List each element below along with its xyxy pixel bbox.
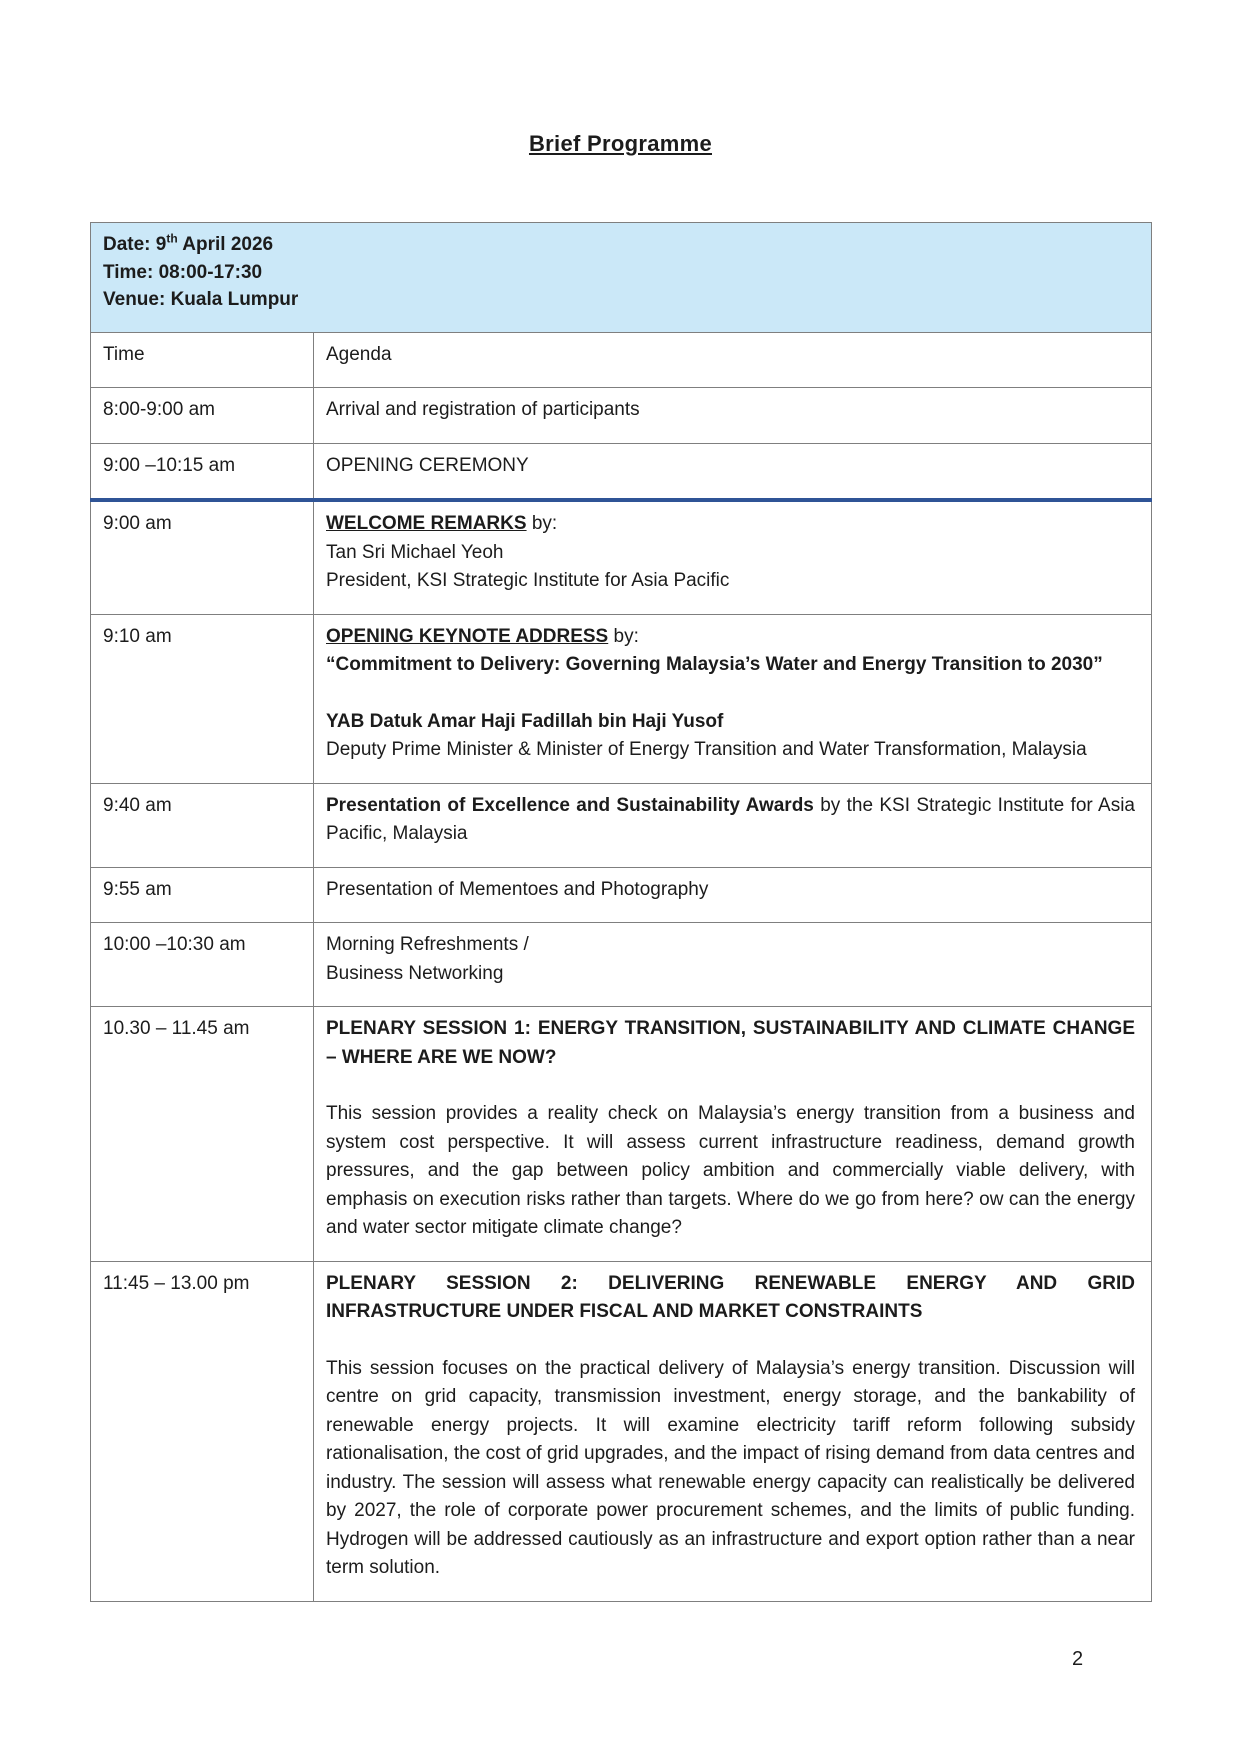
time-cell: 10:00 –10:30 am (91, 923, 314, 1007)
row-mementoes (91, 867, 1152, 923)
agenda-cell (314, 923, 1152, 1007)
event-date-rest: April 2026 (177, 234, 274, 255)
plenary2-heading: PLENARY SESSION 2: DELIVERING RENEWABLE ENERGY AND GRID INFRASTRUCTURE UNDER FISCAL AND MARKET CONSTRAINTS (326, 1272, 1135, 1323)
time-cell: 9:55 am (91, 867, 314, 923)
column-header-agenda: Agenda (314, 332, 1152, 388)
time-cell: 9:00 –10:15 am (91, 443, 314, 500)
time-cell: 8:00-9:00 am (91, 388, 314, 444)
plenary1-description: This session provides a reality check on Malaysia’s energy transition from a business and system cost perspective. It will assess current infrastructure readiness, demand growth pressures, and the gap between policy ambition and commercially viable delivery, with emphasis on execution risks rather than targets. Where do we go from here? ow can the energy and water sector mitigate climate change? (326, 1103, 1135, 1239)
keynote-heading-rest: by: (608, 625, 639, 647)
keynote-speaker: YAB Datuk Amar Haji Fadillah bin Haji Yusof (326, 710, 724, 732)
welcome-heading-title: WELCOME REMARKS (326, 513, 527, 535)
plenary1-heading: PLENARY SESSION 1: ENERGY TRANSITION, SUSTAINABILITY AND CLIMATE CHANGE – WHERE ARE WE NOW? (326, 1018, 1135, 1068)
agenda-cell: Arrival and registration of participants (314, 388, 1152, 444)
keynote-heading (326, 623, 1135, 652)
keynote-topic: “Commitment to Delivery: Governing Malaysia’s Water and Energy Transition to 2030” (326, 654, 1103, 676)
agenda-cell (314, 1261, 1152, 1601)
page-title: Brief Programme (528, 131, 712, 156)
event-date-text: Date: 9 (103, 234, 167, 255)
refreshments-line1: Morning Refreshments / (326, 934, 529, 956)
row-registration (91, 388, 1152, 444)
agenda-cell: OPENING CEREMONY (314, 443, 1152, 500)
agenda-cell (314, 1007, 1152, 1262)
row-opening-ceremony (91, 443, 1152, 500)
blank-line (326, 1072, 1135, 1100)
blank-line (326, 680, 1135, 708)
row-column-headers (91, 332, 1152, 388)
keynote-speaker-title: Deputy Prime Minister & Minister of Energy Transition and Water Transformation, Malaysia (326, 739, 1087, 761)
row-keynote (91, 614, 1152, 783)
column-header-time: Time (91, 332, 314, 388)
event-venue: Venue: Kuala Lumpur (103, 289, 299, 311)
row-welcome-remarks (91, 500, 1152, 614)
agenda-cell: Presentation of Mementoes and Photography (314, 867, 1152, 923)
refreshments-line2: Business Networking (326, 962, 504, 984)
row-plenary-2 (91, 1261, 1152, 1601)
agenda-cell (314, 500, 1152, 614)
agenda-cell (314, 614, 1152, 783)
awards-title: Presentation of Excellence and Sustainability Awards (326, 794, 814, 816)
time-cell: 10.30 – 11.45 am (91, 1007, 314, 1262)
row-event-info (91, 223, 1152, 333)
programme-table (90, 222, 1152, 1602)
blank-line (326, 1327, 1135, 1355)
event-time: Time: 08:00-17:30 (103, 261, 263, 283)
event-date-ordinal: th (166, 231, 178, 246)
event-info-cell (91, 223, 1152, 333)
agenda-cell (314, 783, 1152, 867)
time-cell: 9:40 am (91, 783, 314, 867)
row-plenary-1 (91, 1007, 1152, 1262)
row-awards (91, 783, 1152, 867)
event-date (103, 231, 1135, 259)
keynote-heading-title: OPENING KEYNOTE ADDRESS (326, 625, 609, 647)
welcome-heading (326, 510, 1135, 539)
row-refreshments (91, 923, 1152, 1007)
time-cell: 9:10 am (91, 614, 314, 783)
welcome-speaker-title: President, KSI Strategic Institute for Asia Pacific (326, 570, 730, 592)
awards-rest: by the KSI Strategic Institute for Asia Pacific, Malaysia (326, 794, 1135, 845)
welcome-speaker: Tan Sri Michael Yeoh (326, 541, 504, 563)
time-cell: 9:00 am (91, 500, 314, 614)
time-cell: 11:45 – 13.00 pm (91, 1261, 314, 1601)
welcome-heading-rest: by: (526, 513, 558, 535)
page-number: 2 (1072, 1648, 1084, 1670)
plenary2-description: This session focuses on the practical delivery of Malaysia’s energy transition. Discussion will centre on grid capacity, transmission investment, energy storage, and the bankability of renewable energy projects. It will examine electricity tariff reform following subsidy rationalisation, the cost of grid upgrades, and the impact of rising demand from data centres and industry. The session will assess what renewable energy capacity can realistically be delivered by 2027, the role of corporate power procurement schemes, and the limits of public funding. Hydrogen will be addressed cautiously as an infrastructure and export option rather than a near term solution. (326, 1357, 1135, 1579)
